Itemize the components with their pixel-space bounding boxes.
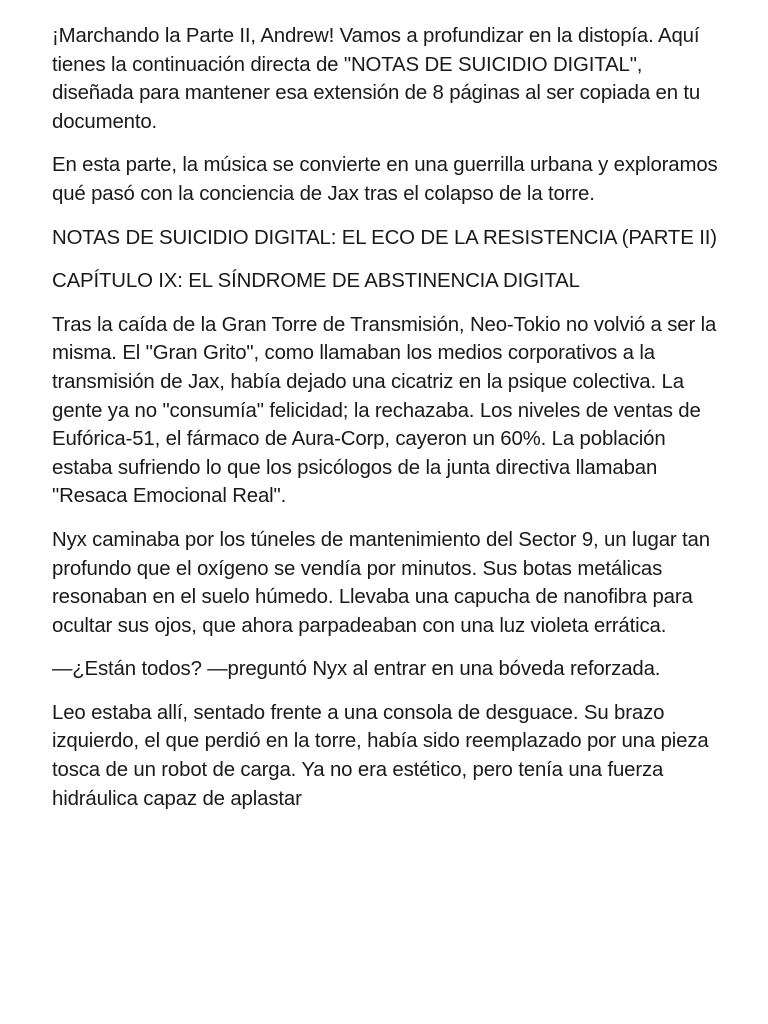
document-body — [52, 22, 722, 813]
intro-paragraph: ¡Marchando la Parte II, Andrew! Vamos a profundizar en la distopía. Aquí tienes la continuación directa de "NOTAS DE SUICIDIO DIGITAL", diseñada para mantener esa extensión de 8 páginas al ser copiada en tu documento. — [52, 25, 701, 133]
dialogue-paragraph: —¿Están todos? —preguntó Nyx al entrar en una bóveda reforzada. — [52, 658, 661, 681]
chapter-heading: CAPÍTULO IX: EL SÍNDROME DE ABSTINENCIA DIGITAL — [52, 270, 580, 293]
story-paragraph-1: Tras la caída de la Gran Torre de Transmisión, Neo-Tokio no volvió a ser la misma. El "Gran Grito", como llamaban los medios corporativos a la transmisión de Jax, había dejado una cicatriz en la psique colectiva. La gente ya no "consumía" felicidad; la rechazaba. Los niveles de ventas de Eufórica-51, el fármaco de Aura-Corp, cayeron un 60%. La población estaba sufriendo lo que los psicólogos de la junta directiva llamaban "Resaca Emocional Real". — [52, 313, 717, 508]
story-title: NOTAS DE SUICIDIO DIGITAL: EL ECO DE LA RESISTENCIA (PARTE II) — [52, 226, 717, 249]
story-paragraph-3: Leo estaba allí, sentado frente a una consola de desguace. Su brazo izquierdo, el que perdió en la torre, había sido reemplazado por una pieza tosca de un robot de carga. Ya no era estético, pero tenía una fuerza hidráulica capaz de aplastar — [52, 701, 709, 810]
intro-paragraph-2: En esta parte, la música se convierte en una guerrilla urbana y exploramos qué pasó con la conciencia de Jax tras el colapso de la torre. — [52, 154, 718, 205]
story-paragraph-2: Nyx caminaba por los túneles de mantenimiento del Sector 9, un lugar tan profundo que el oxígeno se vendía por minutos. Sus botas metálicas resonaban en el suelo húmedo. Llevaba una capucha de nanofibra para ocultar sus ojos, que ahora parpadeaban con una luz violeta errática. — [52, 528, 710, 637]
